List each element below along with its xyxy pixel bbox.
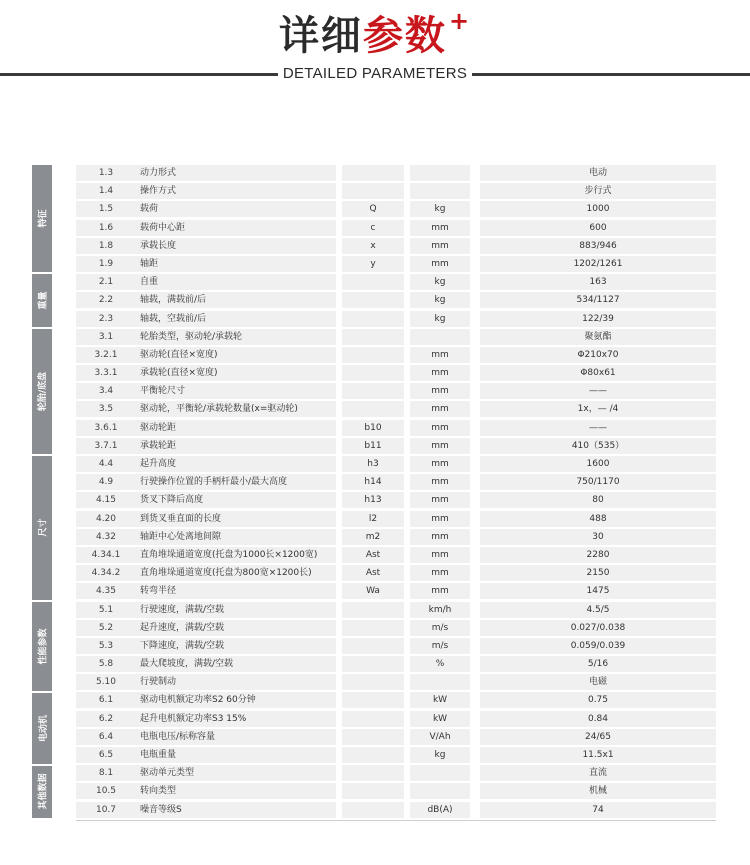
row-value: 1600 [586,459,610,469]
table-row [76,673,716,691]
row-unit: mm [431,368,449,379]
row-symbol [342,183,404,199]
table-row [76,510,716,528]
title-part-red: 参数 [362,13,447,59]
group-label [32,766,52,819]
row-name: 自重 [140,277,159,288]
row-value: 883/946 [579,240,617,251]
row-name: 货叉下降后高度 [140,495,204,506]
table-row [76,528,716,546]
row-value: 122/39 [582,313,614,324]
row-symbol [342,711,404,727]
row-symbol: m2 [365,531,381,542]
row-unit: % [435,659,445,670]
row-unit: V/Ah [429,731,451,742]
row-value: 机械 [588,786,607,797]
row-symbol: y [370,258,376,269]
row-id: 6.2 [98,713,114,724]
group-label-text: 性能参数 [38,628,49,665]
group-label [32,329,52,454]
row-id: 10.7 [95,804,117,815]
row-unit: mm [431,568,449,579]
row-unit: mm [431,440,449,451]
row-id: 3.1 [98,331,114,342]
row-name: 驱动电机额定功率S2 60分钟 [140,695,256,706]
row-name: 驱动轮，平衡轮/承载轮数量(x=驱动轮) [140,404,298,415]
table-row [76,219,716,237]
row-unit: mm [431,459,449,469]
row-symbol: Ast [365,549,381,560]
table-row [76,291,716,309]
table-row [76,455,716,473]
row-name: 电瓶电压/标称容量 [140,731,216,742]
table-row [76,601,716,619]
row-unit: kg [434,750,446,760]
row-symbol [342,292,404,308]
row-name: 起升电机额定功率S3 15% [140,713,247,724]
table-row [76,782,716,800]
row-value: 488 [589,513,607,524]
row-symbol [342,620,404,636]
group-label [32,456,52,600]
row-symbol: h13 [364,495,382,506]
row-unit [410,329,470,345]
row-unit: kg [434,313,446,324]
row-symbol [342,165,404,181]
row-unit: mm [431,531,449,542]
row-symbol: b11 [364,440,382,451]
row-symbol: b10 [364,422,382,433]
row-symbol [342,602,404,618]
row-id: 4.32 [95,531,117,542]
row-unit: dB(A) [427,804,453,815]
row-symbol: h14 [364,477,382,488]
row-id: 1.3 [98,168,114,178]
row-id: 4.4 [98,459,114,469]
group-label [32,602,52,691]
table-row [76,182,716,200]
group-label-text: 特征 [38,209,49,228]
row-symbol [342,347,404,363]
table-row [76,346,716,364]
row-value: 74 [592,804,604,815]
row-unit: mm [431,422,449,433]
row-symbol [342,802,404,818]
row-id: 1.5 [98,204,114,215]
table-row [76,582,716,600]
row-id: 2.1 [98,277,114,288]
table-row [76,310,716,328]
group-label-text: 电动机 [38,714,49,742]
row-name: 转弯半径 [140,586,177,597]
row-value: —— [589,422,607,433]
table-row [76,164,716,182]
row-id: 3.4 [98,386,114,397]
row-symbol [342,729,404,745]
row-value: 1202/1261 [573,258,623,269]
row-unit: m/s [431,622,449,633]
row-value: 750/1170 [576,477,620,488]
row-unit [410,783,470,799]
row-id: 1.4 [98,186,114,197]
table-bottom-rule [76,820,716,821]
row-unit: mm [431,404,449,415]
row-symbol [342,783,404,799]
row-id: 3.6.1 [94,422,118,433]
group-label-text: 重量 [38,291,49,310]
row-unit: kg [434,295,446,306]
divider-right [472,73,750,76]
row-value: 电磁 [588,677,607,688]
row-name: 轴距中心处离地间隙 [140,531,222,542]
row-name: 直角堆垛通道宽度(托盘为800宽×1200长) [140,568,312,579]
row-name: 驱动轮距 [140,422,177,433]
row-name: 载荷中心距 [140,222,186,233]
row-unit: mm [431,477,449,488]
divider-left [0,73,278,76]
row-symbol [342,401,404,417]
row-value: 80 [592,495,604,506]
row-name: 行驶制动 [140,677,177,688]
row-name: 轮胎类型，驱动轮/承载轮 [140,331,243,342]
row-id: 5.10 [95,677,117,688]
table-row [76,728,716,746]
row-value: 11.5x1 [582,750,614,760]
row-unit: mm [431,495,449,506]
table-row [76,655,716,673]
row-value: 600 [589,222,607,233]
group-label [32,693,52,764]
table-row [76,273,716,291]
table-row [76,637,716,655]
row-value: —— [589,386,607,397]
table-row [76,328,716,346]
row-name: 电瓶重量 [140,750,177,760]
row-unit: mm [431,349,449,360]
row-symbol: Ast [365,568,381,579]
row-name: 下降速度，满载/空载 [140,640,225,651]
table-row [76,746,716,764]
row-name: 起升速度，满载/空载 [140,622,225,633]
row-id: 4.35 [95,586,117,597]
row-value: 410（535） [571,440,625,451]
row-symbol [342,311,404,327]
row-id: 4.20 [95,513,117,524]
row-id: 3.2.1 [94,349,118,360]
row-symbol [342,674,404,690]
row-value: 1x，— /4 [577,404,619,415]
row-id: 1.6 [98,222,114,233]
row-symbol [342,638,404,654]
table-row [76,200,716,218]
table-row [76,473,716,491]
row-name: 到货叉垂直面的长度 [140,513,222,524]
row-unit: km/h [428,604,452,615]
row-id: 1.9 [98,258,114,269]
row-unit: mm [431,549,449,560]
row-unit: mm [431,258,449,269]
table-row [76,237,716,255]
row-symbol [342,329,404,345]
row-id: 5.2 [98,622,114,633]
row-name: 动力形式 [140,168,177,178]
row-name: 驱动单元类型 [140,768,195,779]
row-unit: mm [431,386,449,397]
row-unit [410,183,470,199]
row-symbol: x [370,240,376,251]
table-row [76,546,716,564]
row-unit: kg [434,277,446,288]
page-subtitle: DETAILED PARAMETERS [282,65,468,82]
table-row [76,564,716,582]
row-id: 3.3.1 [94,368,118,379]
row-unit: mm [431,240,449,251]
row-unit [410,765,470,781]
row-value: 2150 [586,568,610,579]
row-value: 电动 [588,168,607,178]
row-unit: mm [431,513,449,524]
table-row [76,691,716,709]
row-id: 2.2 [98,295,114,306]
row-id: 3.7.1 [94,440,118,451]
row-symbol: c [370,222,376,233]
table-row [76,400,716,418]
row-symbol [342,765,404,781]
row-value: 0.059/0.039 [570,640,626,651]
row-symbol [342,365,404,381]
row-name: 承载轮(直径×宽度) [140,368,218,379]
row-value: 0.75 [587,695,609,706]
table-row [76,255,716,273]
row-unit: mm [431,222,449,233]
row-id: 5.3 [98,640,114,651]
row-id: 10.5 [95,786,117,797]
row-value: 1000 [586,204,610,215]
subtitle-row [0,64,750,84]
group-label-text: 尺寸 [38,518,49,537]
row-symbol [342,274,404,290]
row-name: 驱动轮(直径×宽度) [140,349,218,360]
group-label-text: 其他数据 [38,773,49,810]
row-symbol: Wa [366,586,380,597]
row-symbol: l2 [368,513,378,524]
row-value: 5/16 [587,659,609,670]
row-name: 最大爬坡度，满载/空载 [140,659,234,670]
row-value: 1475 [586,586,610,597]
row-id: 8.1 [98,768,114,779]
row-value: 0.84 [587,713,609,724]
row-name: 平衡轮尺寸 [140,386,186,397]
row-value: 534/1127 [576,295,620,306]
group-label-text: 轮胎/底盘 [38,371,49,412]
row-unit: mm [431,586,449,597]
table-row [76,437,716,455]
page-header [0,0,750,100]
table-row [76,801,716,819]
row-symbol [342,383,404,399]
row-symbol [342,747,404,763]
row-value: 聚氨酯 [584,331,612,342]
row-name: 承载长度 [140,240,177,251]
row-id: 1.8 [98,240,114,251]
row-value: 24/65 [585,731,611,742]
row-name: 载荷 [140,204,159,215]
row-id: 6.1 [98,695,114,706]
row-name: 直角堆垛通道宽度(托盘为1000长×1200宽) [140,549,318,560]
group-label [32,165,52,272]
row-id: 2.3 [98,313,114,324]
table-row [76,419,716,437]
row-id: 3.5 [98,404,114,415]
row-unit: kW [432,695,448,706]
row-value: 2280 [586,549,610,560]
group-label [32,274,52,327]
table-row [76,382,716,400]
table-row [76,764,716,782]
row-name: 转向类型 [140,786,177,797]
row-name: 操作方式 [140,186,177,197]
row-symbol [342,692,404,708]
row-name: 行驶速度，满载/空载 [140,604,225,615]
row-id: 5.1 [98,604,114,615]
row-value: 163 [589,277,607,288]
row-name: 轴距 [140,258,159,269]
row-id: 4.34.1 [91,549,121,560]
row-value: 步行式 [584,186,612,197]
title-part-dark: 详细 [278,13,363,59]
row-unit [410,165,470,181]
table-row [76,619,716,637]
row-name: 起升高度 [140,459,177,469]
row-name: 噪音等级S [140,804,182,815]
row-unit: kg [434,204,446,215]
row-id: 4.9 [98,477,114,488]
row-value: 0.027/0.038 [570,622,626,633]
row-value: Φ210x70 [577,349,619,360]
row-name: 轴载，满载前/后 [140,295,207,306]
row-value: 4.5/5 [586,604,610,615]
row-id: 4.34.2 [91,568,121,579]
row-name: 承载轮距 [140,440,177,451]
row-symbol: Q [369,204,377,215]
row-symbol: h3 [367,459,379,469]
table-row [76,364,716,382]
row-id: 4.15 [95,495,117,506]
table-row [76,491,716,509]
row-unit [410,674,470,690]
row-name: 行驶操作位置的手柄杆最小/最大高度 [140,477,288,488]
plus-icon: + [448,7,472,35]
row-unit: m/s [431,640,449,651]
row-name: 轴载，空载前/后 [140,313,207,324]
page-title [0,7,750,65]
row-id: 6.5 [98,750,114,760]
row-symbol [342,656,404,672]
row-id: 6.4 [98,731,114,742]
row-id: 5.8 [98,659,114,670]
table-row [76,710,716,728]
row-value: 直流 [588,768,607,779]
row-value: 30 [592,531,604,542]
parameter-rows [76,164,716,819]
row-value: Φ80x61 [580,368,616,379]
row-unit: kW [432,713,448,724]
